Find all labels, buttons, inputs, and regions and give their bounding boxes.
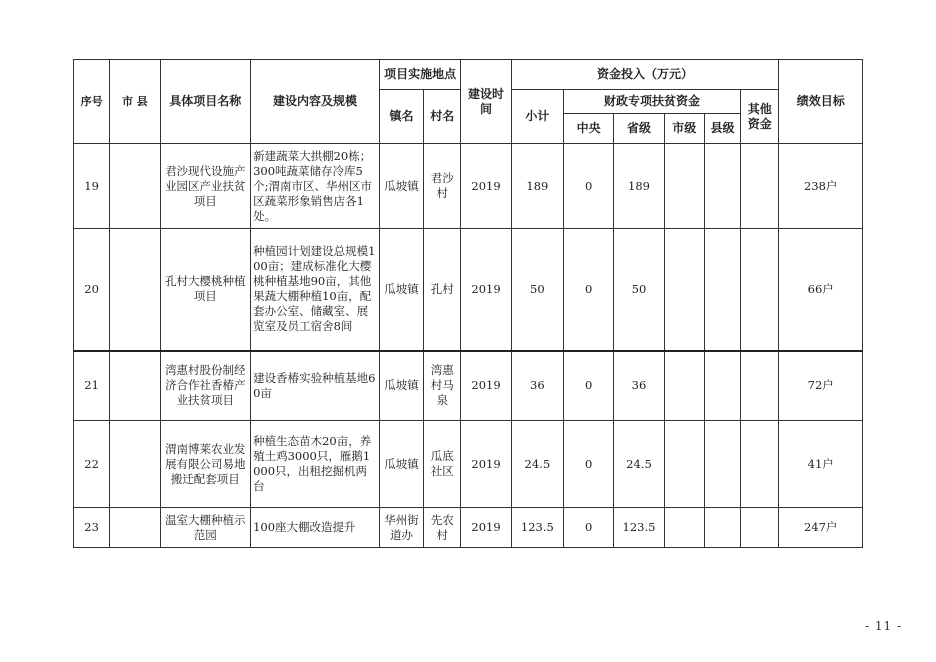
- cell-provincial: 50: [614, 229, 664, 351]
- header-municipal: 市级: [664, 114, 704, 144]
- table-row: [74, 421, 863, 508]
- cell-other: [741, 421, 779, 508]
- cell-town: 瓜坡镇: [379, 229, 423, 351]
- cell-year: 2019: [461, 351, 511, 421]
- header-seq: 序号: [74, 60, 110, 144]
- cell-county: [110, 351, 160, 421]
- table-row: [74, 229, 863, 351]
- cell-seq: 20: [74, 229, 110, 351]
- header-project-name: 具体项目名称: [160, 60, 251, 144]
- cell-target: 247户: [779, 508, 863, 548]
- cell-village: 瓜底社区: [424, 421, 461, 508]
- cell-central: 0: [564, 144, 614, 229]
- table-row: [74, 144, 863, 229]
- cell-subtotal: 24.5: [511, 421, 563, 508]
- cell-seq: 22: [74, 421, 110, 508]
- poverty-project-table: [73, 59, 863, 548]
- cell-provincial: 189: [614, 144, 664, 229]
- cell-year: 2019: [461, 421, 511, 508]
- header-content: 建设内容及规模: [251, 60, 380, 144]
- cell-content: 种植园计划建设总规模100亩；建成标准化大樱桃种植基地90亩，其他果蔬大棚种植10亩，配套办公室、储藏室、展览室及员工宿舍8间: [251, 229, 380, 351]
- cell-countylvl: [704, 144, 740, 229]
- cell-municipal: [664, 508, 704, 548]
- cell-village: 先农村: [424, 508, 461, 548]
- cell-target: 72户: [779, 351, 863, 421]
- header-provincial: 省级: [614, 114, 664, 144]
- cell-target: 238户: [779, 144, 863, 229]
- header-build-time: 建设时间: [461, 60, 511, 144]
- cell-other: [741, 508, 779, 548]
- cell-county: [110, 144, 160, 229]
- cell-year: 2019: [461, 229, 511, 351]
- cell-town: 瓜坡镇: [379, 144, 423, 229]
- cell-name: 渭南博莱农业发展有限公司易地搬迁配套项目: [160, 421, 251, 508]
- cell-content: 种植生态苗木20亩，养殖土鸡3000只，雁鹅1000只，出租挖掘机两台: [251, 421, 380, 508]
- cell-subtotal: 50: [511, 229, 563, 351]
- cell-provincial: 123.5: [614, 508, 664, 548]
- cell-municipal: [664, 144, 704, 229]
- header-central: 中央: [564, 114, 614, 144]
- header-village: 村名: [424, 90, 461, 144]
- cell-countylvl: [704, 508, 740, 548]
- cell-content: 100座大棚改造提升: [251, 508, 380, 548]
- cell-town: 瓜坡镇: [379, 421, 423, 508]
- table-row: [74, 508, 863, 548]
- cell-content: 新建蔬菜大拱棚20栋；300吨蔬菜储存冷库5个;渭南市区、华州区市区蔬菜形象销售店各1处。: [251, 144, 380, 229]
- cell-target: 66户: [779, 229, 863, 351]
- cell-central: 0: [564, 421, 614, 508]
- cell-year: 2019: [461, 144, 511, 229]
- cell-county: [110, 421, 160, 508]
- cell-central: 0: [564, 229, 614, 351]
- header-subtotal: 小计: [511, 90, 563, 144]
- header-funding: 资金投入（万元）: [511, 60, 779, 90]
- cell-village: 君沙村: [424, 144, 461, 229]
- cell-village: 湾惠村马泉: [424, 351, 461, 421]
- header-location: 项目实施地点: [379, 60, 461, 90]
- cell-name: 孔村大樱桃种植项目: [160, 229, 251, 351]
- header-town: 镇名: [379, 90, 423, 144]
- cell-subtotal: 189: [511, 144, 563, 229]
- cell-other: [741, 144, 779, 229]
- cell-seq: 19: [74, 144, 110, 229]
- cell-content: 建设香椿实验种植基地60亩: [251, 351, 380, 421]
- cell-county: [110, 508, 160, 548]
- cell-subtotal: 123.5: [511, 508, 563, 548]
- cell-central: 0: [564, 351, 614, 421]
- cell-municipal: [664, 351, 704, 421]
- cell-countylvl: [704, 421, 740, 508]
- header-city-county: 市 县: [110, 60, 160, 144]
- cell-town: 瓜坡镇: [379, 351, 423, 421]
- cell-name: 温室大棚种植示范园: [160, 508, 251, 548]
- cell-name: 湾惠村股份制经济合作社香椿产业扶贫项目: [160, 351, 251, 421]
- cell-other: [741, 229, 779, 351]
- cell-municipal: [664, 229, 704, 351]
- header-fiscal: 财政专项扶贫资金: [564, 90, 741, 114]
- cell-year: 2019: [461, 508, 511, 548]
- cell-village: 孔村: [424, 229, 461, 351]
- header-other: 其他资金: [741, 90, 779, 144]
- cell-town: 华州街道办: [379, 508, 423, 548]
- cell-county: [110, 229, 160, 351]
- cell-central: 0: [564, 508, 614, 548]
- table-row: [74, 351, 863, 421]
- cell-countylvl: [704, 229, 740, 351]
- cell-provincial: 24.5: [614, 421, 664, 508]
- cell-seq: 21: [74, 351, 110, 421]
- cell-name: 君沙现代设施产业园区产业扶贫项目: [160, 144, 251, 229]
- cell-provincial: 36: [614, 351, 664, 421]
- cell-other: [741, 351, 779, 421]
- cell-seq: 23: [74, 508, 110, 548]
- cell-target: 41户: [779, 421, 863, 508]
- cell-subtotal: 36: [511, 351, 563, 421]
- cell-countylvl: [704, 351, 740, 421]
- header-county: 县级: [704, 114, 740, 144]
- header-target: 绩效目标: [779, 60, 863, 144]
- page-number: - 11 -: [864, 619, 902, 633]
- cell-municipal: [664, 421, 704, 508]
